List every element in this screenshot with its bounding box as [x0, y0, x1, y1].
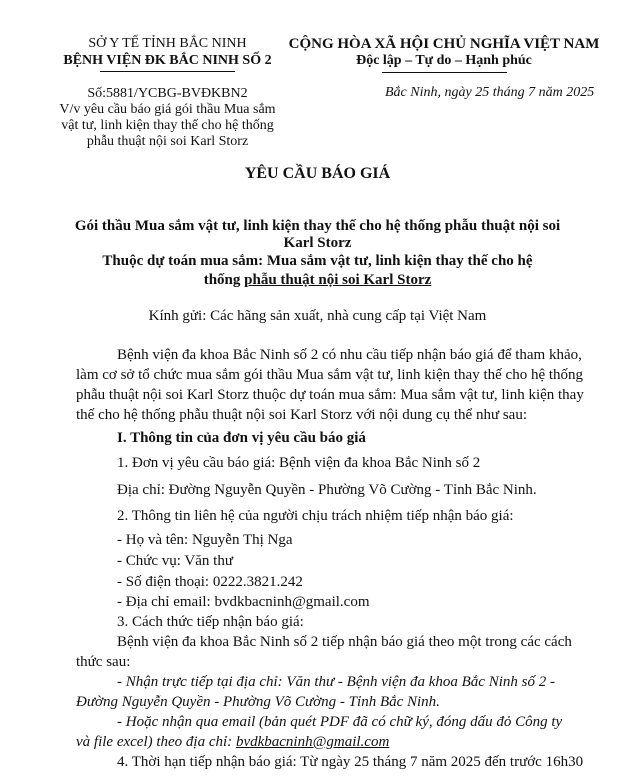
package-line-4: [0, 272, 635, 289]
intro-line-3: phẫu thuật nội soi Karl Storz thuộc dự toán mua sắm: Mua sắm vật tư, linh kiện thay: [76, 387, 584, 403]
email-receipt-prefix: và file excel) theo địa chỉ:: [76, 734, 236, 750]
email-receipt-line-2: [76, 734, 389, 751]
contact-name: - Họ và tên: Nguyễn Thị Nga: [117, 532, 293, 548]
intro-line-4: thế cho hệ thống phẫu thuật nội soi Karl Storz với nội dung cụ thể như sau:: [76, 407, 527, 423]
salutation: Kính gửi: Các hãng sản xuất, nhà cung cấp tại Việt Nam: [148, 308, 487, 324]
email-receipt-line-1: - Hoặc nhận qua email (bản quét PDF đã có chữ ký, đóng dấu đỏ Công ty: [117, 714, 563, 730]
hospital-name: BỆNH VIỆN ĐK BẮC NINH SỐ 2: [63, 53, 272, 68]
intro-line-2: làm cơ sở tổ chức mua sắm gói thầu Mua sắm vật tư, linh kiện thay thế cho hệ thống: [76, 367, 584, 383]
contact-phone: - Số điện thoại: 0222.3821.242: [117, 574, 303, 590]
requesting-unit: 1. Đơn vị yêu cầu báo giá: Bệnh viện đa khoa Bắc Ninh số 2: [117, 455, 481, 471]
package-line-2: Karl Storz: [283, 235, 352, 251]
document-number: Số:5881/YCBG-BVĐKBN2: [87, 86, 248, 101]
national-title: CỘNG HÒA XÃ HỘI CHỦ NGHĨA VIỆT NAM: [288, 36, 600, 52]
subject-line-3: phẫu thuật nội soi Karl Storz: [86, 134, 249, 149]
direct-receipt-line-1: - Nhận trực tiếp tại địa chỉ: Văn thư - Bệnh viện đa khoa Bắc Ninh số 2 -: [117, 674, 555, 690]
subject-line-1: V/v yêu cầu báo giá gói thầu Mua sắm: [59, 102, 276, 117]
section-1-heading: I. Thông tin của đơn vị yêu cầu báo giá: [117, 430, 366, 446]
receipt-method-line-1: Bệnh viện đa khoa Bắc Ninh số 2 tiếp nhận báo giá theo một trong các cách: [117, 634, 572, 650]
package-line-1: Gói thầu Mua sắm vật tư, linh kiện thay thế cho hệ thống phẫu thuật nội soi: [74, 218, 561, 234]
direct-receipt-line-2: Đường Nguyễn Quyền - Phường Võ Cường - Tỉnh Bắc Ninh.: [76, 694, 440, 710]
place-date: Bắc Ninh, ngày 25 tháng 7 năm 2025: [385, 85, 595, 100]
hospital-underline: [100, 71, 235, 72]
package-line-3: Thuộc dự toán mua sắm: Mua sắm vật tư, linh kiện thay thế cho hệ: [102, 253, 533, 269]
unit-address: Địa chỉ: Đường Nguyễn Quyền - Phường Võ Cường - Tỉnh Bắc Ninh.: [117, 482, 537, 498]
email-link[interactable]: bvdkbacninh@gmail.com: [235, 734, 390, 750]
motto-underline: [382, 72, 507, 73]
receipt-method-line-2: thức sau:: [76, 654, 131, 670]
national-motto: Độc lập – Tự do – Hạnh phúc: [356, 53, 532, 68]
agency-name: SỞ Y TẾ TỈNH BẮC NINH: [88, 36, 247, 51]
subject-line-2: vật tư, linh kiện thay thế cho hệ thống: [61, 118, 274, 133]
package-line-4-start: thống: [203, 272, 245, 288]
receipt-deadline: 4. Thời hạn tiếp nhận báo giá: Từ ngày 25 tháng 7 năm 2025 đến trước 16h30: [117, 754, 584, 770]
contact-position: - Chức vụ: Văn thư: [117, 553, 233, 569]
contact-email: - Địa chỉ email: bvdkbacninh@gmail.com: [117, 594, 370, 610]
intro-line-1: Bệnh viện đa khoa Bắc Ninh số 2 có nhu cầu tiếp nhận báo giá để tham khảo,: [117, 347, 582, 363]
document-title: YÊU CẦU BÁO GIÁ: [244, 165, 391, 182]
contact-info-heading: 2. Thông tin liên hệ của người chịu trách nhiệm tiếp nhận báo giá:: [117, 508, 514, 524]
receipt-method-heading: 3. Cách thức tiếp nhận báo giá:: [117, 614, 304, 630]
package-line-4-underlined: phẫu thuật nội soi Karl Storz: [244, 272, 432, 288]
